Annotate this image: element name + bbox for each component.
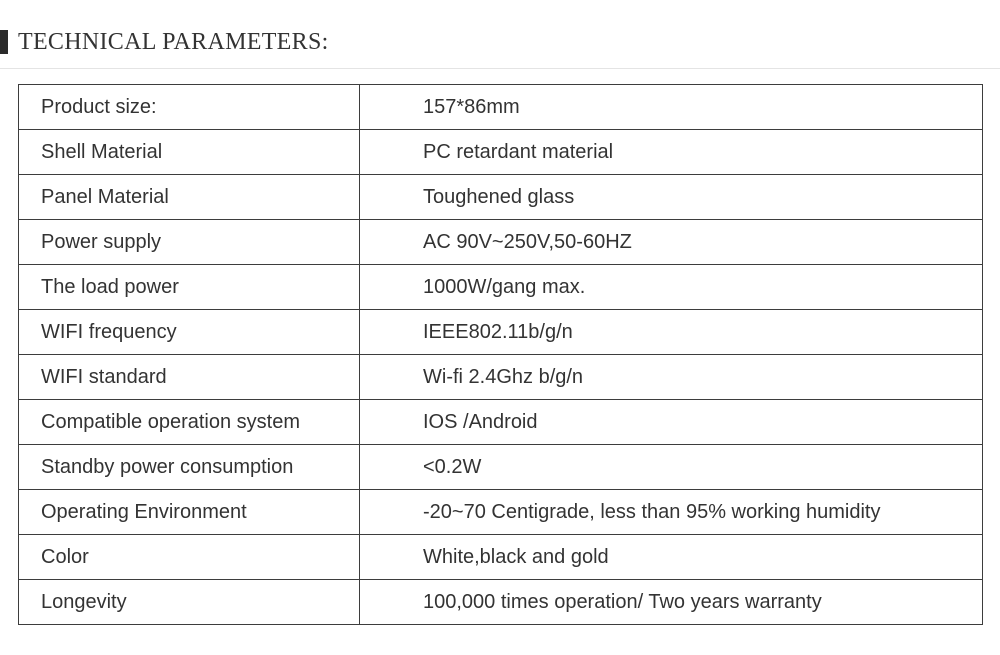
row-value: <0.2W <box>360 445 983 490</box>
row-label: WIFI standard <box>19 355 360 400</box>
section-title: TECHNICAL PARAMETERS: <box>18 28 329 55</box>
row-value: IOS /Android <box>360 400 983 445</box>
row-label: Standby power consumption <box>19 445 360 490</box>
row-value: Toughened glass <box>360 175 983 220</box>
row-value: 157*86mm <box>360 85 983 130</box>
table-row <box>19 220 983 265</box>
row-label: Panel Material <box>19 175 360 220</box>
row-value: 100,000 times operation/ Two years warranty <box>360 580 983 625</box>
table-row <box>19 310 983 355</box>
row-value: -20~70 Centigrade, less than 95% working humidity <box>360 490 983 535</box>
heading-divider <box>0 68 1000 69</box>
row-label: Longevity <box>19 580 360 625</box>
table-row <box>19 130 983 175</box>
spec-table <box>18 84 983 625</box>
row-value: Wi-fi 2.4Ghz b/g/n <box>360 355 983 400</box>
heading-accent-bar <box>0 30 8 54</box>
section-heading <box>0 28 329 56</box>
row-label: Shell Material <box>19 130 360 175</box>
row-label: Compatible operation system <box>19 400 360 445</box>
row-label: The load power <box>19 265 360 310</box>
table-row <box>19 445 983 490</box>
row-label: Product size: <box>19 85 360 130</box>
table-row <box>19 490 983 535</box>
row-value: White,black and gold <box>360 535 983 580</box>
table-row <box>19 85 983 130</box>
table-row <box>19 580 983 625</box>
table-row <box>19 400 983 445</box>
table-row <box>19 535 983 580</box>
row-value: IEEE802.11b/g/n <box>360 310 983 355</box>
row-value: PC retardant material <box>360 130 983 175</box>
row-label: WIFI frequency <box>19 310 360 355</box>
row-label: Color <box>19 535 360 580</box>
row-label: Power supply <box>19 220 360 265</box>
row-value: AC 90V~250V,50-60HZ <box>360 220 983 265</box>
row-label: Operating Environment <box>19 490 360 535</box>
row-value: 1000W/gang max. <box>360 265 983 310</box>
table-row <box>19 355 983 400</box>
table-row <box>19 175 983 220</box>
table-row <box>19 265 983 310</box>
